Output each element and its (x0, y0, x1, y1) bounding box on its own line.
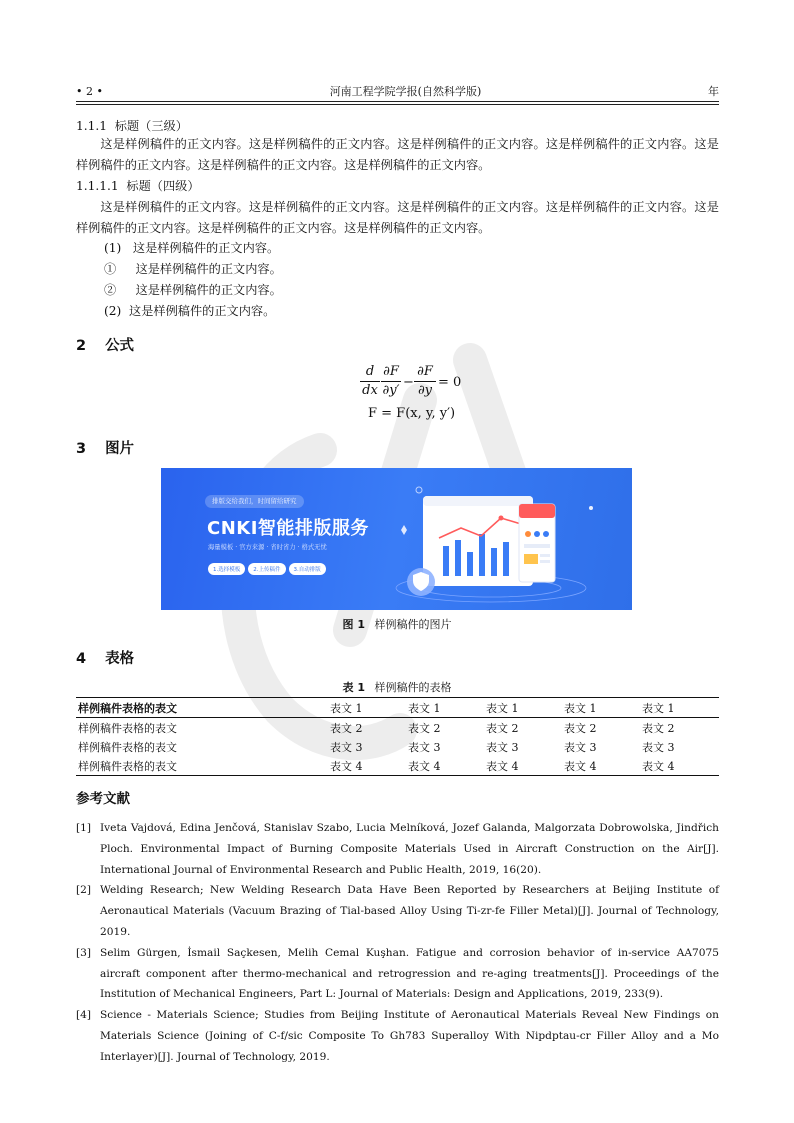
table-label: 表 1 (342, 681, 365, 694)
table-cell: 表文 2 (330, 721, 363, 735)
figure-label: 图 1 (342, 618, 365, 631)
section-title: 公式 (105, 338, 135, 354)
figure-caption-text: 样例稿件的图片 (374, 618, 452, 631)
list-text: 这是样例稿件的正文内容。 (135, 262, 282, 276)
equation-2: F = F(x, y, y′) (368, 406, 456, 421)
reference-item (76, 818, 719, 880)
list-text: 这是样例稿件的正文内容。 (132, 241, 280, 255)
section-number: 4 (76, 651, 87, 667)
section-heading-figure (76, 437, 134, 458)
table-header-row (76, 698, 719, 718)
fraction-dF-dy: ∂F ∂y (414, 364, 436, 399)
header-year: 年 (708, 85, 719, 98)
table-header-cell: 表文 1 (642, 701, 675, 715)
table-cell: 表文 3 (408, 740, 441, 754)
list-item (104, 238, 279, 259)
reference-item (76, 1005, 719, 1067)
table-cell: 表文 4 (330, 759, 363, 773)
table-cell: 表文 3 (564, 740, 597, 754)
running-header (76, 82, 719, 100)
reference-number: [2] (76, 884, 92, 897)
header-rule-thick (76, 101, 719, 102)
table-caption-text: 样例稿件的表格 (374, 681, 452, 694)
table-cell: 表文 2 (486, 721, 519, 735)
banner-step-3: 3.自动排版 (289, 563, 326, 575)
table-cell: 样例稿件表格的表文 (78, 721, 177, 735)
table-header-cell: 表文 1 (408, 701, 441, 715)
table-row (76, 756, 719, 776)
list-text: 这是样例稿件的正文内容。 (135, 283, 282, 297)
subsection-number: 1.1.1.1 (76, 179, 119, 193)
body-paragraph-1: 这是样例稿件的正文内容。这是样例稿件的正文内容。这是样例稿件的正文内容。这是样例稿件的正文内容。这是样例稿件的正文内容。这是样例稿件的正文内容。这是样例稿件的正文内容。 (76, 137, 719, 172)
list-item (104, 259, 282, 280)
equation-rhs: = 0 (438, 375, 462, 390)
banner-tagline-pill: 排版交给我们，时间留给研究 (205, 495, 304, 508)
table-row (76, 737, 719, 756)
table-caption (0, 679, 794, 695)
section-title: 表格 (105, 651, 135, 667)
list-text: 这是样例稿件的正文内容。 (129, 304, 276, 318)
banner-title: CNKI智能排版服务 (207, 518, 369, 539)
references-heading: 参考文献 (76, 791, 130, 807)
data-table (76, 697, 719, 776)
list-marker: (1) (104, 241, 122, 255)
section-heading-formula (76, 334, 134, 355)
reference-text: Selim Gürgen, İsmail Saçkesen, Melih Cemal Kuşhan. Fatigue and corrosion behavior of in-service AA7075 aircraft component after thermo-mechanical and retrogression and re-aging treatments[J]. Proceedings of the Institution of Mechanical Engineers, Part L: Journal of Materials: Design and Applications, 2019, 233(9). (100, 946, 719, 1001)
figure-banner-image (161, 468, 632, 610)
table-cell: 样例稿件表格的表文 (78, 740, 177, 754)
table-header-cell: 表文 1 (564, 701, 597, 715)
reference-text: Science - Materials Science; Studies from Beijing Institute of Aeronautical Materials Reveal New Findings on Materials Science (Joining of C-f/sic Composite To Gh783 Superalloy With Nipdptau-cr Filler Alloy and a Mo Interlayer)[J]. Journal of Technology, 2019. (100, 1009, 719, 1063)
section-title: 图片 (105, 441, 135, 457)
section-heading-table (76, 647, 134, 668)
reference-number: [3] (76, 946, 92, 959)
banner-illustration (391, 478, 626, 606)
table-header-cell: 表文 1 (330, 701, 363, 715)
list-marker: (2) (104, 304, 122, 318)
table-cell: 表文 3 (642, 740, 675, 754)
section-number: 3 (76, 441, 87, 457)
fraction-dF-dy-prime: ∂F ∂y′ (382, 364, 400, 398)
table-cell: 表文 2 (408, 721, 441, 735)
reference-number: [1] (76, 822, 92, 834)
table-row (76, 718, 719, 738)
table-cell: 表文 3 (330, 740, 363, 754)
banner-step-2: 2.上传稿件 (248, 563, 285, 575)
subsection-title: 标题（四级） (126, 179, 200, 193)
page-number: • 2 • (76, 84, 103, 98)
subsection-heading-4 (76, 176, 200, 197)
table-header-cell: 样例稿件表格的表文 (78, 701, 177, 715)
header-rule-thin (76, 104, 719, 105)
minus-sign: − (403, 375, 414, 390)
banner-step-1: 1.选择模板 (208, 563, 245, 575)
body-paragraph-2: 这是样例稿件的正文内容。这是样例稿件的正文内容。这是样例稿件的正文内容。这是样例稿件的正文内容。这是样例稿件的正文内容。这是样例稿件的正文内容。这是样例稿件的正文内容。 (76, 200, 719, 235)
reference-item (76, 880, 719, 942)
journal-name: 河南工程学院学报(自然科学版) (329, 85, 482, 98)
list-marker: ① (104, 262, 117, 276)
table-cell: 样例稿件表格的表文 (78, 759, 177, 773)
table-cell: 表文 4 (408, 759, 441, 773)
list-item (104, 280, 282, 301)
subsection-number: 1.1.1 (76, 119, 108, 133)
reference-number: [4] (76, 1009, 92, 1022)
fraction-d-dx: d dx (360, 364, 380, 399)
table-cell: 表文 4 (642, 759, 675, 773)
section-number: 2 (76, 338, 87, 354)
table-cell: 表文 2 (564, 721, 597, 735)
reference-text: Welding Research; New Welding Research Data Have Been Reported by Researchers at Beijing Institute of Aeronautical Materials (Vacuum Brazing of Tial-based Alloy Using Ti-zr-fe Filler Metal)[J]. Journal of Technology, 2019. (100, 884, 719, 938)
table-cell: 表文 4 (486, 759, 519, 773)
table-cell: 表文 4 (564, 759, 597, 773)
subsection-title: 标题（三级） (114, 119, 188, 133)
reference-list (76, 818, 719, 1068)
reference-text: Iveta Vajdová, Edina Jenčová, Stanislav Szabo, Lucia Melníková, Jozef Galanda, Malgorzata Dobrowolska, Jindřich Ploch. Environmental Impact of Burning Composite Materials Used in Aircraft Construction on the Air[J]. International Journal of Environmental Research and Public Health, 2019, 16(20). (100, 822, 719, 876)
banner-steps (208, 563, 326, 575)
figure-caption (0, 616, 794, 632)
banner-features: 海量模板 · 官方来源 · 省时省力 · 格式无忧 (208, 544, 327, 551)
table-header-cell: 表文 1 (486, 701, 519, 715)
list-marker: ② (104, 283, 117, 297)
list-item (104, 301, 275, 322)
reference-item (76, 943, 719, 1005)
table-cell: 表文 3 (486, 740, 519, 754)
table-cell: 表文 2 (642, 721, 675, 735)
